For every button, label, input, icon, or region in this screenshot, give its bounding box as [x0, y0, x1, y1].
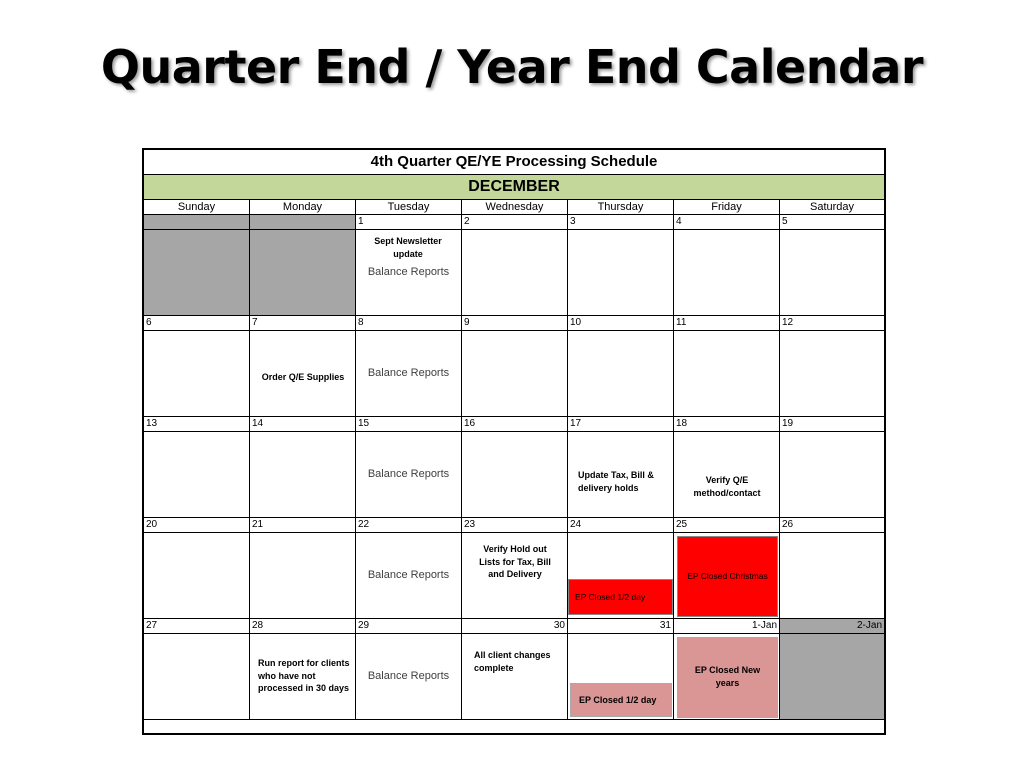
event-text: Order Q/E Supplies [261, 372, 345, 382]
day-cell [674, 331, 780, 417]
date-number [144, 215, 250, 230]
day-cell [462, 533, 568, 619]
date-number: 23 [462, 518, 568, 533]
day-cell [250, 432, 356, 518]
date-number: 2 [462, 215, 568, 230]
calendar-table [142, 148, 886, 735]
day-cell [780, 634, 884, 720]
event-text: All client changes complete [474, 650, 551, 673]
day-cell [356, 331, 462, 417]
day-cell [250, 331, 356, 417]
day-cell [780, 533, 884, 619]
day-cell [568, 230, 674, 316]
balance-reports-text: Balance Reports [367, 670, 450, 682]
calendar-month: DECEMBER [144, 175, 884, 200]
closed-new-years-box: EP Closed New years [677, 637, 778, 718]
day-cell [250, 230, 356, 316]
date-number: 8 [356, 316, 462, 331]
date-number: 6 [144, 316, 250, 331]
date-number: 3 [568, 215, 674, 230]
day-cell [780, 230, 884, 316]
closed-half-day-box: EP Closed 1/2 day [568, 579, 673, 615]
day-cell [144, 331, 250, 417]
day-cell [144, 533, 250, 619]
day-cell [674, 634, 780, 720]
date-number: 31 [568, 619, 674, 634]
day-cell [144, 230, 250, 316]
day-cell [462, 331, 568, 417]
date-number: 4 [674, 215, 780, 230]
date-number: 29 [356, 619, 462, 634]
date-number: 9 [462, 316, 568, 331]
day-header-wednesday: Wednesday [462, 200, 568, 215]
day-header-friday: Friday [674, 200, 780, 215]
date-number: 21 [250, 518, 356, 533]
closed-christmas-box: EP Closed Christmas [677, 536, 778, 617]
date-number: 18 [674, 417, 780, 432]
day-cell [250, 533, 356, 619]
date-number: 20 [144, 518, 250, 533]
day-header-monday: Monday [250, 200, 356, 215]
date-number: 1-Jan [674, 619, 780, 634]
date-number: 5 [780, 215, 884, 230]
day-cell [462, 634, 568, 720]
balance-reports-text: Balance Reports [367, 266, 450, 278]
date-number: 10 [568, 316, 674, 331]
date-number: 16 [462, 417, 568, 432]
date-number: 14 [250, 417, 356, 432]
date-number: 30 [462, 619, 568, 634]
event-text: Run report for clients who have not processed in 30 days [258, 658, 350, 693]
date-number: 15 [356, 417, 462, 432]
slide-title: Quarter End / Year End Calendar [100, 40, 924, 94]
date-number: 26 [780, 518, 884, 533]
date-number: 12 [780, 316, 884, 331]
date-number: 27 [144, 619, 250, 634]
day-cell [356, 230, 462, 316]
day-cell [674, 432, 780, 518]
day-cell [568, 634, 674, 720]
day-header-saturday: Saturday [780, 200, 884, 215]
day-cell [674, 533, 780, 619]
date-number: 22 [356, 518, 462, 533]
day-cell [250, 634, 356, 720]
closed-half-day-box: EP Closed 1/2 day [570, 683, 672, 717]
event-text: Sept Newsletter update [374, 236, 442, 259]
date-number: 13 [144, 417, 250, 432]
date-number: 17 [568, 417, 674, 432]
date-number: 28 [250, 619, 356, 634]
day-cell [356, 533, 462, 619]
day-cell [780, 331, 884, 417]
day-cell [356, 634, 462, 720]
day-cell [144, 432, 250, 518]
balance-reports-text: Balance Reports [367, 468, 450, 480]
date-number: 11 [674, 316, 780, 331]
date-number: 24 [568, 518, 674, 533]
balance-reports-text: Balance Reports [367, 367, 450, 379]
day-cell [568, 533, 674, 619]
event-text: Verify Hold out Lists for Tax, Bill and Delivery [479, 544, 551, 579]
day-cell [356, 432, 462, 518]
date-number: 7 [250, 316, 356, 331]
date-number [250, 215, 356, 230]
day-cell [144, 634, 250, 720]
day-cell [462, 230, 568, 316]
date-number: 25 [674, 518, 780, 533]
event-text: Verify Q/E method/contact [693, 475, 761, 498]
event-text: Update Tax, Bill & delivery holds [578, 470, 654, 493]
date-number: 19 [780, 417, 884, 432]
day-cell [674, 230, 780, 316]
day-header-thursday: Thursday [568, 200, 674, 215]
day-cell [462, 432, 568, 518]
day-header-sunday: Sunday [144, 200, 250, 215]
calendar-title: 4th Quarter QE/YE Processing Schedule [144, 150, 884, 175]
balance-reports-text: Balance Reports [367, 569, 450, 581]
day-cell [780, 432, 884, 518]
day-header-tuesday: Tuesday [356, 200, 462, 215]
day-cell [568, 432, 674, 518]
date-number: 1 [356, 215, 462, 230]
day-cell [568, 331, 674, 417]
date-number: 2-Jan [780, 619, 884, 634]
